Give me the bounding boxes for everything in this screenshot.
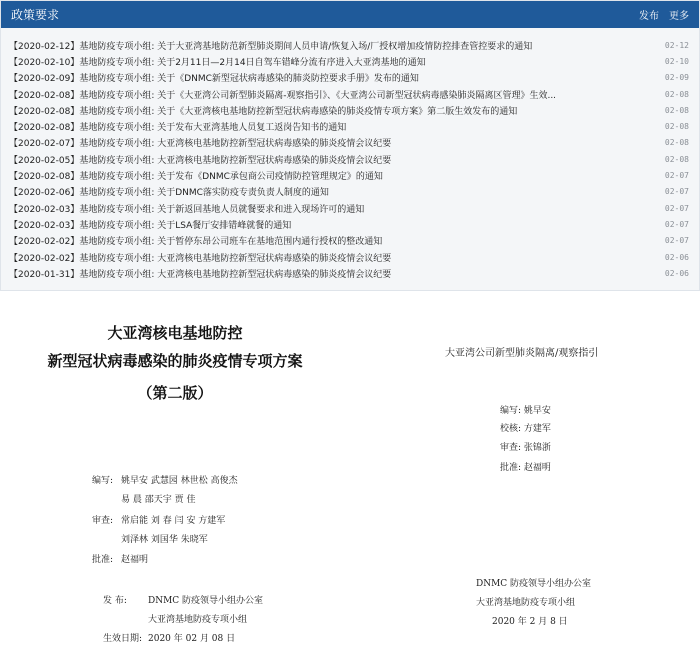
- item-title[interactable]: 基地防疫专项小组: 关于发布大亚湾基地人员复工返岗告知书的通知: [79, 123, 347, 134]
- item-title[interactable]: 基地防疫专项小组: 关于大亚湾基地防范新型肺炎期间人员申请/恢复入场/厂授权增加疫情防控排查管控要求的通知: [79, 41, 533, 52]
- reviewers-line2: 刘泽林 刘国华 朱晓军: [121, 535, 208, 545]
- item-title[interactable]: 基地防疫专项小组: 大亚湾核电基地防控新型冠状病毒感染的肺炎疫情会议纪要: [79, 139, 392, 150]
- item-date: 【2020-02-09】: [9, 74, 80, 85]
- editors-line1: 姚早安 武慧园 林世松 高俊杰: [121, 476, 238, 486]
- guide-checker: 校核: 方建军: [500, 424, 551, 434]
- item-short-date: 02-07: [664, 187, 689, 197]
- item-date: 【2020-02-05】: [9, 155, 80, 166]
- list-item[interactable]: [1, 200, 699, 216]
- editors-label: 编写:: [92, 476, 114, 486]
- approver-label: 批准:: [92, 555, 114, 565]
- item-short-date: 02-07: [664, 171, 689, 181]
- item-date: 【2020-02-03】: [9, 204, 80, 215]
- guide-title: 大亚湾公司新型肺炎隔离/观察指引: [445, 348, 599, 359]
- cover-title-line2: 新型冠状病毒感染的肺炎疫情专项方案: [47, 352, 303, 370]
- panel-title: 政策要求: [11, 8, 60, 22]
- list-item[interactable]: [1, 216, 699, 232]
- item-date: 【2020-02-08】: [9, 90, 80, 101]
- item-date: 【2020-01-31】: [9, 269, 80, 280]
- effective-date: 2020 年 02 月 08 日: [148, 634, 236, 644]
- item-title[interactable]: 基地防疫专项小组: 关于DNMC落实防疫专责负责人制度的通知: [79, 188, 329, 199]
- guide-date: 2020 年 2 月 8 日: [492, 617, 568, 627]
- item-short-date: 02-08: [664, 154, 689, 164]
- list-item[interactable]: [1, 167, 699, 183]
- item-title[interactable]: 基地防疫专项小组: 大亚湾核电基地防控新型冠状病毒感染的肺炎疫情会议纪要: [79, 269, 392, 280]
- guide-reviewer: 审查: 张锦浙: [500, 443, 551, 453]
- item-short-date: 02-08: [664, 89, 689, 99]
- cover-title-line1: 大亚湾核电基地防控: [107, 324, 243, 342]
- guide-approver: 批准: 赵福明: [500, 463, 551, 473]
- item-title[interactable]: 基地防疫专项小组: 关于《大亚湾核电基地防控新型冠状病毒感染的肺炎疫情专项方案》第二版生效发布的通知: [79, 106, 518, 117]
- item-short-date: 02-07: [664, 236, 689, 246]
- reviewers-line1: 常启能 刘 春 闫 安 方建军: [121, 516, 226, 526]
- list-item[interactable]: [1, 118, 699, 134]
- item-title[interactable]: 基地防疫专项小组: 关于LSA餐厅安排错峰就餐的通知: [79, 220, 292, 231]
- more-link[interactable]: 更多: [669, 11, 689, 22]
- editors-line2: 易 晨 邵天宇 贾 佳: [121, 495, 196, 505]
- approver-name: 赵福明: [121, 555, 149, 565]
- policy-list: [1, 28, 699, 281]
- guide-org-line1: DNMC 防疫领导小组办公室: [476, 579, 592, 589]
- item-date: 【2020-02-08】: [9, 123, 80, 134]
- list-item[interactable]: [1, 102, 699, 118]
- list-item[interactable]: [1, 86, 699, 102]
- item-short-date: 02-08: [664, 122, 689, 132]
- item-date: 【2020-02-10】: [9, 57, 80, 68]
- publish-label: 发 布:: [103, 596, 127, 606]
- document-cover-right: [350, 300, 700, 654]
- item-short-date: 02-12: [664, 40, 689, 50]
- list-item[interactable]: [1, 37, 699, 53]
- item-short-date: 02-07: [664, 203, 689, 213]
- item-title[interactable]: 基地防疫专项小组: 关于2月11日—2月14日自驾车错峰分流有序进入大亚湾基地的通知: [79, 57, 426, 68]
- item-title[interactable]: 基地防疫专项小组: 关于发布《DNMC承包商公司疫情防控管理规定》的通知: [79, 172, 383, 183]
- item-date: 【2020-02-12】: [9, 41, 80, 52]
- item-title[interactable]: 基地防疫专项小组: 大亚湾核电基地防控新型冠状病毒感染的肺炎疫情会议纪要: [79, 155, 392, 166]
- panel-actions: [639, 7, 689, 22]
- item-short-date: 02-06: [664, 252, 689, 262]
- item-title[interactable]: 基地防疫专项小组: 关于《大亚湾公司新型肺炎隔离-观察指引》、《大亚湾公司新型冠状病毒感染肺炎隔离区管理》生效...: [79, 90, 557, 101]
- item-date: 【2020-02-06】: [9, 188, 80, 199]
- list-item[interactable]: [1, 151, 699, 167]
- effective-label: 生效日期:: [103, 634, 143, 644]
- item-short-date: 02-07: [664, 219, 689, 229]
- reviewers-label: 审查:: [92, 516, 114, 526]
- item-title[interactable]: 基地防疫专项小组: 关于新返回基地人员就餐要求和进入现场许可的通知: [79, 204, 365, 215]
- list-item[interactable]: [1, 265, 699, 281]
- item-title[interactable]: 基地防疫专项小组: 大亚湾核电基地防控新型冠状病毒感染的肺炎疫情会议纪要: [79, 253, 392, 264]
- item-short-date: 02-09: [664, 73, 689, 83]
- list-item[interactable]: [1, 184, 699, 200]
- item-title[interactable]: 基地防疫专项小组: 关于暂停东昂公司班车在基地范围内通行授权的整改通知: [79, 237, 383, 248]
- publish-link[interactable]: 发布: [639, 11, 659, 22]
- item-short-date: 02-10: [664, 56, 689, 66]
- cover-edition: （第二版）: [137, 384, 213, 402]
- item-short-date: 02-08: [664, 105, 689, 115]
- publish-line2: 大亚湾基地防疫专项小组: [148, 615, 248, 625]
- publish-line1: DNMC 防疫领导小组办公室: [148, 596, 264, 606]
- item-date: 【2020-02-07】: [9, 139, 80, 150]
- item-date: 【2020-02-02】: [9, 237, 80, 248]
- item-title[interactable]: 基地防疫专项小组: 关于《DNMC新型冠状病毒感染的肺炎防控要求手册》发布的通知: [79, 74, 419, 85]
- list-item[interactable]: [1, 53, 699, 69]
- guide-editor: 编写: 姚早安: [500, 406, 551, 416]
- item-date: 【2020-02-03】: [9, 220, 80, 231]
- list-item[interactable]: [1, 249, 699, 265]
- item-short-date: 02-06: [664, 268, 689, 278]
- document-cover-left: [0, 300, 350, 654]
- list-item[interactable]: [1, 70, 699, 86]
- item-date: 【2020-02-08】: [9, 172, 80, 183]
- guide-org-line2: 大亚湾基地防疫专项小组: [476, 598, 576, 608]
- item-short-date: 02-08: [664, 138, 689, 148]
- panel-header: [1, 1, 699, 28]
- policy-panel: [0, 0, 700, 291]
- list-item[interactable]: [1, 135, 699, 151]
- item-date: 【2020-02-08】: [9, 106, 80, 117]
- list-item[interactable]: [1, 233, 699, 249]
- item-date: 【2020-02-02】: [9, 253, 80, 264]
